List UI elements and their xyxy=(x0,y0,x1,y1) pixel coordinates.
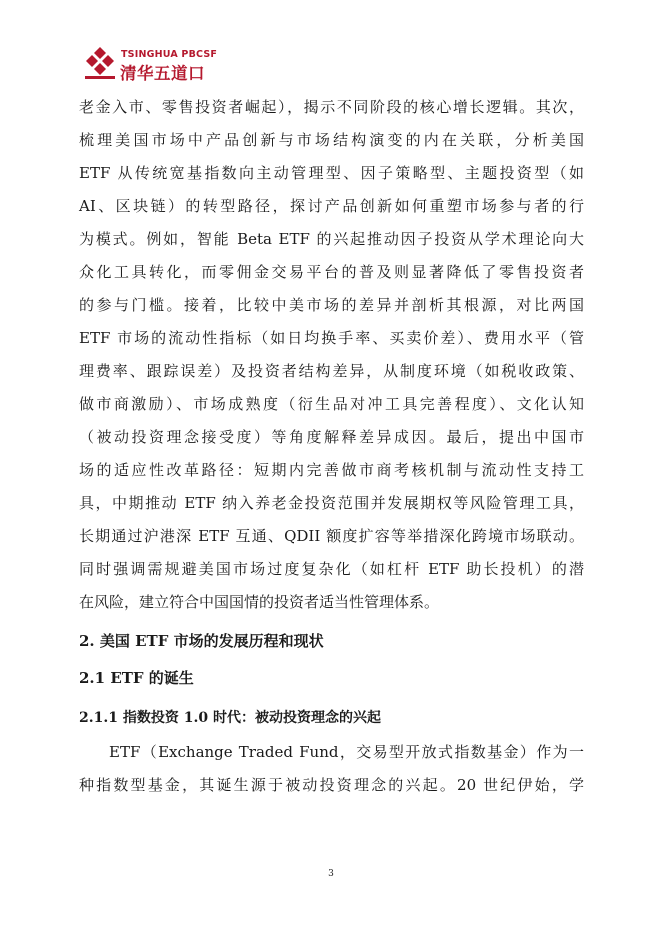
paragraph-line: 理费率、跟踪误差）及投资者结构差异，从制度环境（如税收政策、 xyxy=(79,362,584,380)
paragraph-line: （被动投资理念接受度）等角度解释差异成因。最后，提出中国市 xyxy=(79,428,584,446)
paragraph-line: 老金入市、零售投资者崛起），揭示不同阶段的核心增长逻辑。其次， xyxy=(79,98,584,116)
paragraph-line: 长期通过沪港深 ETF 互通、QDII 额度扩容等举措深化跨境市场联动。 xyxy=(79,527,584,545)
section-heading-2-1-1: 2.1.1 指数投资 1.0 时代：被动投资理念的兴起 xyxy=(79,710,381,726)
paragraph-line: ETF 市场的流动性指标（如日均换手率、买卖价差）、费用水平（管 xyxy=(79,329,584,347)
logo-chinese-text: 清华五道口 xyxy=(120,64,205,83)
paragraph-line: 做市商激励）、市场成熟度（衍生品对冲工具完善程度）、文化认知 xyxy=(79,395,584,413)
page-number: 3 xyxy=(328,869,334,879)
tsinghua-pbcsf-logo xyxy=(83,46,233,86)
paragraph-line: 同时强调需规避美国市场过度复杂化（如杠杆 ETF 助长投机）的潜 xyxy=(79,560,584,578)
section-heading-2-1: 2.1 ETF 的诞生 xyxy=(79,669,194,687)
paragraph-line: 为模式。例如，智能 Beta ETF 的兴起推动因子投资从学术理论向大 xyxy=(79,230,584,248)
paragraph-line: ETF（Exchange Traded Fund，交易型开放式指数基金）作为一 xyxy=(109,743,584,761)
paragraph-line: 种指数型基金，其诞生源于被动投资理念的兴起。20 世纪伊始，学 xyxy=(79,776,584,794)
paragraph-line: 梳理美国市场中产品创新与市场结构演变的内在关联，分析美国 xyxy=(79,131,584,149)
paragraph-line: 场的适应性改革路径：短期内完善做市商考核机制与流动性支持工 xyxy=(79,461,584,479)
logo-emblem-icon xyxy=(83,46,117,80)
logo-english-text: TSINGHUA PBCSF xyxy=(121,49,218,60)
paragraph-line: 在风险，建立符合中国国情的投资者适当性管理体系。 xyxy=(79,593,440,611)
paragraph-line: 的参与门槛。接着，比较中美市场的差异并剖析其根源，对比两国 xyxy=(79,296,584,314)
paragraph-line: AI、区块链）的转型路径，探讨产品创新如何重塑市场参与者的行 xyxy=(79,197,584,215)
paragraph-line: ETF 从传统宽基指数向主动管理型、因子策略型、主题投资型（如 xyxy=(79,164,584,182)
paragraph-line: 具，中期推动 ETF 纳入养老金投资范围并发展期权等风险管理工具， xyxy=(79,494,584,512)
paragraph-line: 众化工具转化，而零佣金交易平台的普及则显著降低了零售投资者 xyxy=(79,263,584,281)
section-heading-2: 2. 美国 ETF 市场的发展历程和现状 xyxy=(79,632,324,650)
